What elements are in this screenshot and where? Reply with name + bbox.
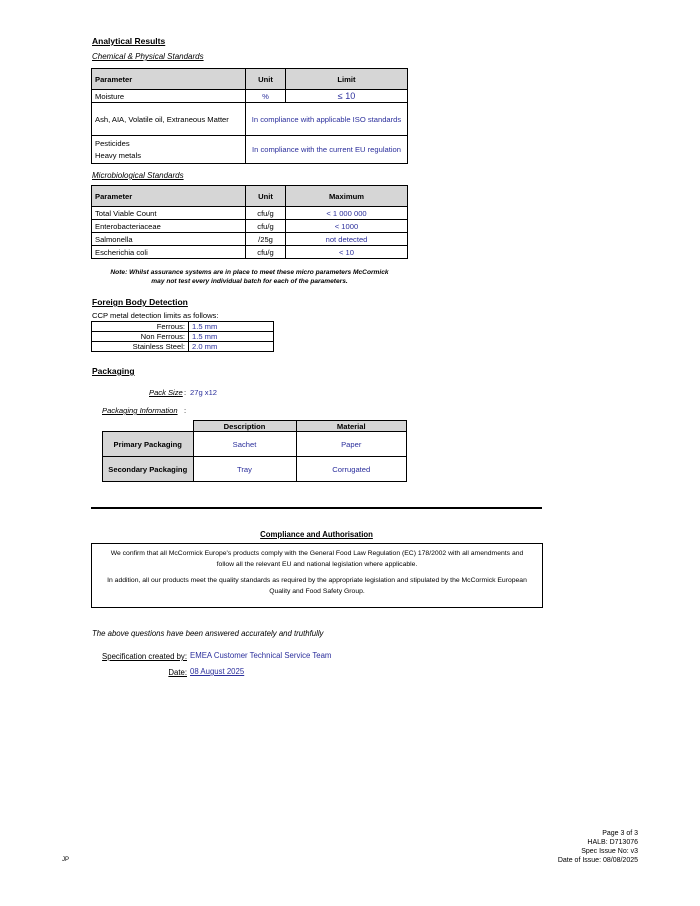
col-maximum: Maximum xyxy=(286,186,408,207)
halb-code: HALB: D713076 xyxy=(587,839,638,846)
col-description: Description xyxy=(193,421,296,432)
metal-detection-intro: CCP metal detection limits as follows: xyxy=(92,311,219,320)
unit-cell: /25g xyxy=(246,233,286,246)
table-row xyxy=(103,457,407,482)
col-parameter: Parameter xyxy=(92,69,246,90)
max-cell: < 10 xyxy=(286,246,408,259)
chemical-standards-subheading: Chemical & Physical Standards xyxy=(92,52,204,61)
param-cell xyxy=(92,136,246,164)
max-cell: < 1 000 000 xyxy=(286,207,408,220)
param-line: Heavy metals xyxy=(95,150,142,160)
compliance-line: In addition, all our products meet the quality standards as required by the appropriate legislation and stipulated by the McCormick European xyxy=(107,577,527,584)
note-line: may not test every individual batch for each of the parameters. xyxy=(151,278,348,285)
table-row xyxy=(92,136,408,164)
section-divider xyxy=(91,507,542,509)
pack-size-label: Pack Size xyxy=(149,388,183,397)
metal-value: 1.5 mm xyxy=(189,332,274,342)
page-number: Page 3 of 3 xyxy=(602,830,638,837)
table-row xyxy=(92,342,274,352)
metal-value: 1.5 mm xyxy=(189,322,274,332)
metal-label: Stainless Steel: xyxy=(92,342,189,352)
packaging-type-label: Secondary Packaging xyxy=(103,457,194,482)
note-line: Note: Whilst assurance systems are in place to meet these micro parameters McCormick xyxy=(110,269,389,276)
spec-issue: Spec Issue No: v3 xyxy=(581,848,638,855)
author-initials: JP xyxy=(62,857,70,863)
pack-size-colon: : xyxy=(184,388,187,397)
param-cell: Ash, AIA, Volatile oil, Extraneous Matter xyxy=(92,103,246,136)
unit-cell: cfu/g xyxy=(246,207,286,220)
metal-detection-table xyxy=(91,321,274,352)
table-row xyxy=(92,233,408,246)
created-by-label: Specification created by: xyxy=(102,652,187,661)
max-cell: < 1000 xyxy=(286,220,408,233)
col-unit: Unit xyxy=(246,69,286,90)
limit-cell: In compliance with applicable ISO standards xyxy=(246,103,408,136)
accuracy-statement: The above questions have been answered accurately and truthfully xyxy=(92,629,324,638)
packaging-info-label: Packaging Information xyxy=(102,406,178,415)
table-row xyxy=(92,90,408,103)
limit-cell: ≤ 10 xyxy=(286,90,408,103)
table-row xyxy=(92,103,408,136)
packaging-heading: Packaging xyxy=(92,366,135,376)
compliance-line: follow all the relevant EU and national legislation where applicable. xyxy=(216,561,418,568)
col-limit: Limit xyxy=(286,69,408,90)
packaging-description: Sachet xyxy=(193,432,296,457)
metal-label: Ferrous: xyxy=(92,322,189,332)
micro-note xyxy=(91,268,408,286)
param-cell: Moisture xyxy=(92,90,246,103)
micro-standards-subheading: Microbiological Standards xyxy=(92,171,184,180)
param-cell: Salmonella xyxy=(92,233,246,246)
compliance-line: Quality and Food Safety Group. xyxy=(269,588,365,595)
page-footer xyxy=(558,829,638,865)
compliance-line: We confirm that all McCormick Europe's products comply with the General Food Law Regulation (EC) 178/2002 with all amendments and xyxy=(110,550,524,557)
table-row xyxy=(103,432,407,457)
packaging-table xyxy=(102,420,407,482)
param-line: Pesticides xyxy=(95,138,130,148)
param-cell: Total Viable Count xyxy=(92,207,246,220)
packaging-type-label: Primary Packaging xyxy=(103,432,194,457)
metal-value: 2.0 mm xyxy=(189,342,274,352)
created-by-value: EMEA Customer Technical Service Team xyxy=(190,651,332,660)
pack-size-value: 27g x12 xyxy=(190,388,218,397)
packaging-material: Paper xyxy=(296,432,407,457)
limit-cell: In compliance with the current EU regulation xyxy=(246,136,408,164)
date-label: Date: xyxy=(168,668,187,677)
unit-cell: % xyxy=(246,90,286,103)
packaging-material: Corrugated xyxy=(296,457,407,482)
analytical-results-heading: Analytical Results xyxy=(92,36,166,46)
micro-standards-table xyxy=(91,185,408,259)
col-parameter: Parameter xyxy=(92,186,246,207)
table-row xyxy=(92,246,408,259)
packaging-description: Tray xyxy=(193,457,296,482)
compliance-heading: Compliance and Authorisation xyxy=(260,530,373,539)
compliance-statement-box xyxy=(91,543,543,608)
table-row xyxy=(92,322,274,332)
packaging-info-colon: : xyxy=(184,406,187,415)
empty-corner xyxy=(103,421,194,432)
unit-cell: cfu/g xyxy=(246,246,286,259)
col-material: Material xyxy=(296,421,407,432)
col-unit: Unit xyxy=(246,186,286,207)
table-row xyxy=(92,332,274,342)
table-row xyxy=(92,207,408,220)
foreign-body-heading: Foreign Body Detection xyxy=(92,297,188,307)
metal-label: Non Ferrous: xyxy=(92,332,189,342)
chemical-standards-table xyxy=(91,68,408,164)
param-cell: Escherichia coli xyxy=(92,246,246,259)
date-value: 08 August 2025 xyxy=(190,667,245,676)
param-cell: Enterobacteriaceae xyxy=(92,220,246,233)
table-row xyxy=(92,220,408,233)
issue-date: Date of Issue: 08/08/2025 xyxy=(557,857,638,864)
max-cell: not detected xyxy=(286,233,408,246)
unit-cell: cfu/g xyxy=(246,220,286,233)
